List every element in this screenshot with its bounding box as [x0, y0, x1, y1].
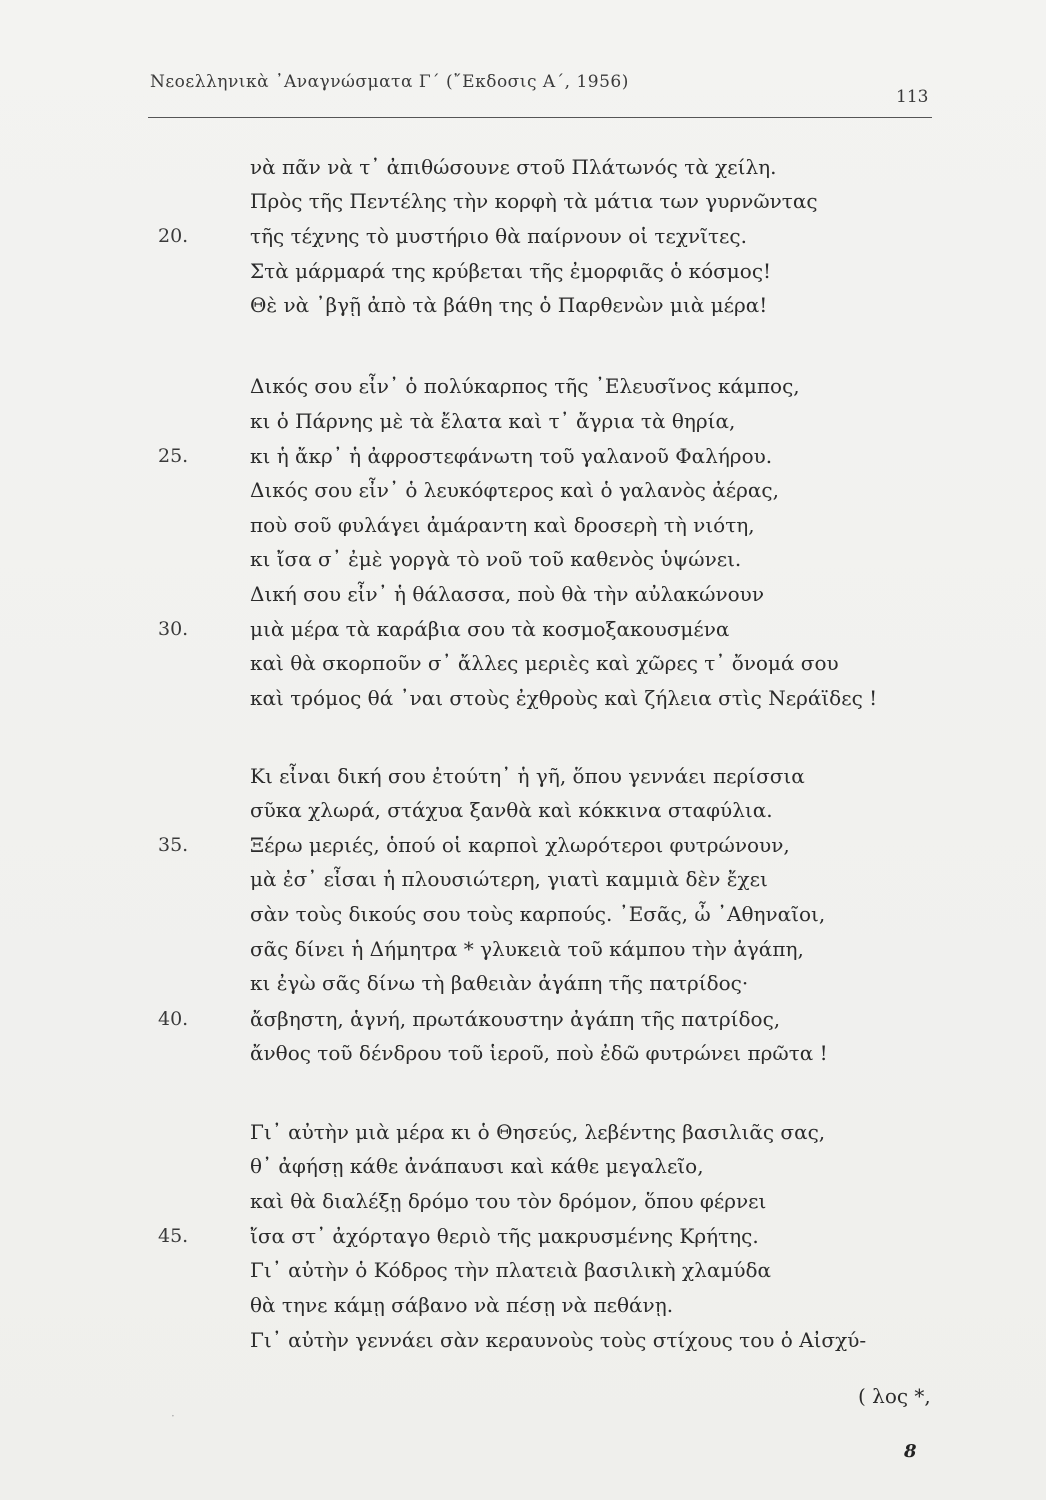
verse-line: κι ὁ Πάρνης μὲ τὰ ἔλατα καὶ τ᾿ ἄγρια τὰ θηρία,: [250, 409, 736, 433]
verse-line: Στὰ μάρμαρά της κρύβεται τῆς ἐμορφιᾶς ὁ κόσμος!: [250, 259, 772, 283]
verse-line: νὰ πᾶν νὰ τ᾿ ἀπιθώσουνε στοῦ Πλάτωνός τὰ χείλη.: [250, 155, 777, 179]
line-number-20: 20.: [158, 225, 189, 247]
verse-line: Πρὸς τῆς Πεντέλης τὴν κορφὴ τὰ μάτια των γυρνῶντας: [250, 189, 818, 213]
verse-line: κι ἡ ἄκρ᾿ ἡ ἀφροστεφάνωτη τοῦ γαλανοῦ Φαλήρου.: [250, 444, 773, 468]
hyphenation-continuation: ( λος *,: [858, 1384, 931, 1408]
verse-line: Δικός σου εἶν᾿ ὁ πολύκαρπος τῆς ᾿Ελευσῖνος κάμπος,: [250, 374, 800, 398]
verse-line: Θὲ νὰ ᾿βγῇ ἀπὸ τὰ βάθη της ὁ Παρθενὼν μιὰ μέρα!: [250, 293, 768, 317]
line-number-25: 25.: [158, 445, 189, 467]
verse-line: μιὰ μέρα τὰ καράβια σου τὰ κοσμοξακουσμένα: [250, 617, 730, 641]
verse-line: μὰ ἐσ᾿ εἶσαι ἡ πλουσιώτερη, γιατὶ καμμιὰ δὲν ἔχει: [250, 867, 768, 891]
verse-line: Ξέρω μεριές, ὁπού οἱ καρποὶ χλωρότεροι φυτρώνουν,: [250, 833, 790, 857]
verse-line: κι ἐγὼ σᾶς δίνω τὴ βαθειὰν ἀγάπη τῆς πατρίδος·: [250, 971, 749, 995]
verse-line: σὰν τοὺς δικούς σου τοὺς καρπούς. ᾿Εσᾶς, ὦ ᾿Αθηναῖοι,: [250, 902, 826, 926]
verse-line: Δικός σου εἶν᾿ ὁ λευκόφτερος καὶ ὁ γαλανὸς ἀέρας,: [250, 478, 779, 502]
header-rule: [148, 117, 932, 118]
line-number-35: 35.: [158, 834, 189, 856]
verse-line: Γι᾿ αὐτὴν μιὰ μέρα κι ὁ Θησεύς, λεβέντης βασιλιᾶς σας,: [250, 1120, 826, 1144]
running-header: Νεοελληνικὰ ᾿Αναγνώσματα Γ΄ (῎Εκδοσις Α΄, 1956): [150, 72, 629, 92]
verse-line: Κι εἶναι δική σου ἐτούτη᾿ ἡ γῆ, ὅπου γεννάει περίσσια: [250, 764, 805, 788]
verse-line: θὰ τηνε κάμῃ σάβανο νὰ πέσῃ νὰ πεθάνῃ.: [250, 1293, 674, 1317]
line-number-45: 45.: [158, 1225, 189, 1247]
verse-line: σᾶς δίνει ἡ Δήμητρα * γλυκειὰ τοῦ κάμπου τὴν ἀγάπη,: [250, 937, 804, 961]
line-number-30: 30.: [158, 618, 189, 640]
page-number: 113: [896, 87, 929, 107]
verse-line: καὶ θὰ σκορποῦν σ᾿ ἄλλες μεριὲς καὶ χῶρες τ᾿ ὄνομά σου: [250, 651, 839, 675]
verse-line: ἄσβηστη, ἁγνή, πρωτάκουστην ἀγάπη τῆς πατρίδος,: [250, 1007, 781, 1031]
paper-speck: ·: [171, 1409, 175, 1423]
verse-line: Δική σου εἶν᾿ ἡ θάλασσα, ποὺ θὰ τὴν αὐλακώνουν: [250, 582, 764, 606]
verse-line: τῆς τέχνης τὸ μυστήριο θὰ παίρνουν οἱ τεχνῖτες.: [250, 224, 747, 248]
verse-line: Γι᾿ αὐτὴν ὁ Κόδρος τὴν πλατειὰ βασιλικὴ χλαμύδα: [250, 1258, 772, 1282]
signature-mark: 8: [904, 1441, 917, 1462]
verse-line: καὶ θὰ διαλέξῃ δρόμο του τὸν δρόμον, ὅπου φέρνει: [250, 1189, 767, 1213]
verse-line: καὶ τρόμος θά ᾿ναι στοὺς ἐχθροὺς καὶ ζήλεια στὶς Νεράϊδες !: [250, 686, 878, 710]
line-number-40: 40.: [158, 1008, 189, 1030]
verse-line: κι ἴσα σ᾿ ἐμὲ γοργὰ τὸ νοῦ τοῦ καθενὸς ὑψώνει.: [250, 547, 742, 571]
verse-line: σῦκα χλωρά, στάχυα ξανθὰ καὶ κόκκινα σταφύλια.: [250, 798, 773, 822]
verse-line: ἴσα στ᾿ ἀχόρταγο θεριὸ τῆς μακρυσμένης Κρήτης.: [250, 1224, 759, 1248]
verse-line: θ᾿ ἀφήσῃ κάθε ἀνάπαυσι καὶ κάθε μεγαλεῖο,: [250, 1154, 704, 1178]
verse-line: ἄνθος τοῦ δένδρου τοῦ ἱεροῦ, ποὺ ἐδῶ φυτρώνει πρῶτα !: [250, 1041, 828, 1065]
verse-line: ποὺ σοῦ φυλάγει ἀμάραντη καὶ δροσερὴ τὴ νιότη,: [250, 513, 755, 537]
verse-line: Γι᾿ αὐτὴν γεννάει σὰν κεραυνοὺς τοὺς στίχους του ὁ Αἰσχύ-: [250, 1328, 867, 1352]
